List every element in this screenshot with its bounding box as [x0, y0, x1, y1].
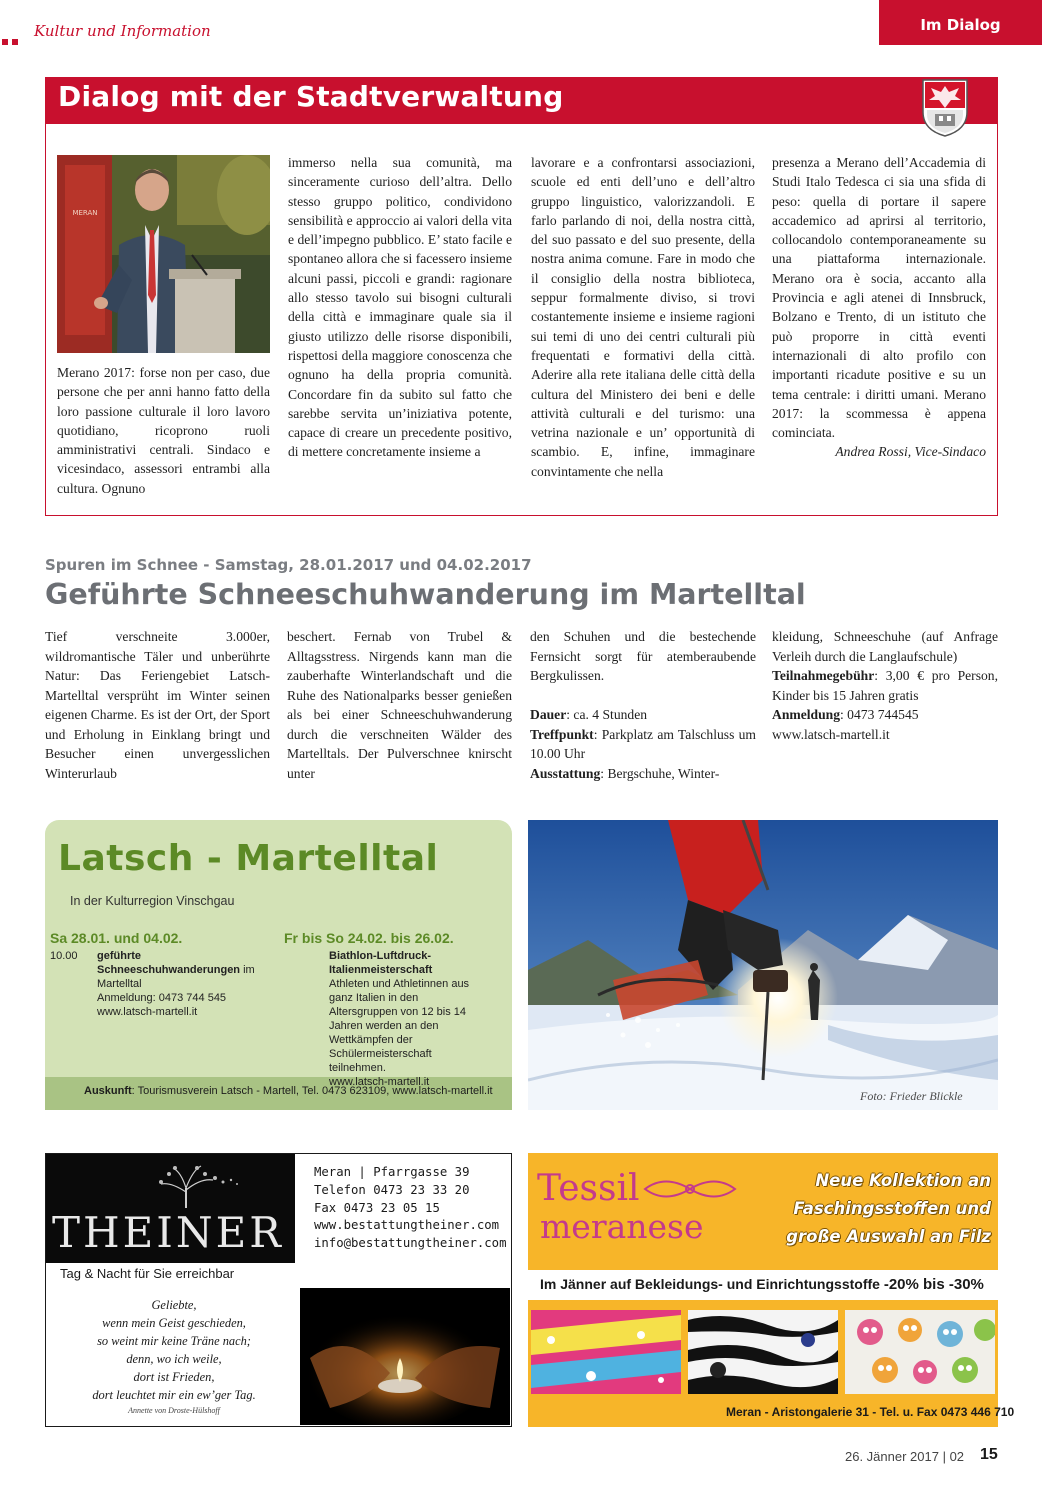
tessil-headline-line: große Auswahl an Filz	[786, 1227, 991, 1246]
event-1-title: geführte Schneeschuhwanderungen im Martelltal	[97, 950, 255, 990]
latsch-ad-info: Auskunft: Tourismusverein Latsch - Martell, Tel. 0473 623109, www.latsch-martell.it	[84, 1085, 493, 1097]
dialog-column-3: lavorare e a confrontarsi associazioni, scuole ed enti dell’uno e dell’altro gruppo linguistico, valorizzandoli. E farlo parlando di noi, della nostra città, del suo passato e del suo presente, della nostra anima comune. Fare in modo che il consiglio della nostra biblioteca, seppur formalmente diviso, si trovi costantemente insieme e insieme ragioni sui temi di uno dei centri culturali più frequentati e formativi della città. Aderire alla rete italiana delle città della cultura del Ministero dei beni e delle attività culturali e del turismo: una vetrina nazionale e un’ opportunità di scambio. E, infine, immaginare convintamente che nella	[531, 155, 755, 479]
issue-date: 26. Jänner 2017 | 02	[845, 1449, 965, 1464]
article-website[interactable]: www.latsch-martell.it	[772, 726, 890, 742]
article-column-4	[772, 627, 998, 744]
article-equipment: Ausstattung: Bergschuhe, Winter-	[530, 765, 720, 781]
theiner-tagline: Tag & Nacht für Sie erreichbar	[60, 1266, 235, 1281]
poem-line: dort leuchtet mir ein ew’ger Tag.	[92, 1387, 256, 1402]
fabric-sample-1	[531, 1310, 681, 1394]
theiner-contact	[314, 1164, 507, 1253]
theiner-email[interactable]: info@bestattungtheiner.com	[314, 1236, 507, 1251]
poem-line: denn, wo ich weile,	[126, 1351, 222, 1366]
theiner-fax: Fax 0473 23 05 15	[314, 1200, 440, 1215]
theiner-logo-text: THEINER	[52, 1208, 284, 1257]
event-2-details	[329, 949, 479, 1089]
theiner-address: Meran | Pfarrgasse 39	[314, 1165, 470, 1179]
tree-icon	[131, 1160, 241, 1210]
tessil-headline	[755, 1167, 991, 1251]
tessil-headline-line: Neue Kollektion an	[815, 1171, 991, 1190]
candle-photo	[300, 1288, 510, 1425]
latsch-ad-title: Latsch - Martelltal	[58, 838, 439, 879]
tessil-discount-text: Im Jänner auf Bekleidungs- und Einrichtungsstoffe -20% bis -30%	[540, 1276, 984, 1293]
article-column-3	[530, 627, 756, 783]
article-headline: Geführte Schneeschuhwanderung im Martelltal	[45, 578, 806, 611]
dialog-title: Dialog mit der Stadtverwaltung	[58, 80, 564, 113]
article-column-2: beschert. Fernab von Trubel & Alltagsstress. Nirgends kann man die zauberhafte Winterlandschaft und die Ruhe des Nationalparks besser genießen als bei einer Schneeschuhwanderung durch die verschneiten Wälder des Martelltals. Der Pulverschnee knirscht unter	[287, 629, 512, 781]
article-fee: Teilnahmegebühr: 3,00 € pro Person, Kinder bis 15 Jahren gratis	[772, 668, 998, 703]
event-1-date: Sa 28.01. und 04.02.	[50, 930, 183, 946]
event-2-web[interactable]: www.latsch-martell.it	[329, 1076, 430, 1088]
article-kicker: Spuren im Schnee - Samstag, 28.01.2017 und 04.02.2017	[45, 556, 532, 574]
header-decoration	[2, 32, 30, 40]
dialog-signature: Andrea Rossi, Vice-Sindaco	[835, 444, 986, 460]
fabric-sample-2	[688, 1310, 838, 1394]
poem-line: wenn mein Geist geschieden,	[102, 1315, 246, 1330]
latsch-ad-subtitle: In der Kulturregion Vinschgau	[70, 894, 235, 908]
article-column-1: Tief verschneite 3.000er, wildromantische Täler und unberührte Natur: Das Feriengebiet Latsch-Martelltal versprüht im Winter seinen eigenen Charme. Es ist der Ort, der Sport und Erholung in Einklang bringt und Besucher einen unvergesslichen Winterurlaub	[45, 629, 270, 781]
fabric-sample-3	[845, 1310, 995, 1394]
tessil-logo-line-2: meranese	[540, 1207, 704, 1246]
tessil-address: Meran - Aristongalerie 31 - Tel. u. Fax 0473 446 710	[726, 1405, 1015, 1419]
event-1-details	[97, 949, 272, 1019]
event-2-text: Athleten und Athletinnen aus ganz Italien in den Altersgruppen von 12 bis 14 Jahren werden an den Wettkämpfen der Schülermeisterschaft teilnehmen.	[329, 978, 470, 1074]
event-2-date: Fr bis So 24.02. bis 26.02.	[284, 930, 454, 946]
poem-line: so weint mir keine Träne nach;	[97, 1333, 251, 1348]
article-registration: Anmeldung: 0473 744545	[772, 707, 919, 722]
poem-author: Annette von Droste-Hülshoff	[128, 1406, 220, 1415]
dialog-column-1: Merano 2017: forse non per caso, due persone che per anni hanno fatto della loro passione culturale il loro lavoro quotidiano, ricoprono ruoli amministrativi centrali. Sindaco e vicesindaco, assessori entrambi alla cultura. Ognuno	[57, 365, 270, 496]
poem	[56, 1297, 292, 1404]
svg-text:MERAN: MERAN	[72, 209, 98, 217]
coat-of-arms-icon	[921, 78, 969, 138]
poem-line: dort ist Frieden,	[133, 1369, 215, 1384]
dialog-column-4-text: presenza a Merano dell’Accademia di Studi Italo Tedesca ci sia una sfida di peso: quella di portare il sapere accademico ad aprirsi al territorio, collocandolo contemporaneamente su una piattaforma internazionale. Merano ora è socia, accanto alla Provincia e agli atenei di Innsbruck, Bolzano e Trento, di un istituto che può proporre in città eventi internazionali di alto profilo con importanti ricadute positive e su un tema centrale: i diritti umani. Merano 2017: la scommessa è appena cominciata.	[772, 155, 986, 441]
theiner-website[interactable]: www.bestattungtheiner.com	[314, 1218, 500, 1233]
section-title: Kultur und Information	[34, 22, 211, 40]
event-2-title: Biathlon-Luftdruck-Italienmeisterschaft	[329, 950, 433, 976]
tessil-logo-line-1: Tessil	[537, 1168, 640, 1209]
event-1-time: 10.00	[50, 950, 78, 962]
dialog-column-4	[772, 153, 986, 462]
poem-line: Geliebte,	[151, 1298, 197, 1312]
article-meeting-point: Treffpunkt: Parkplatz am Talschluss um 10.00 Uhr	[530, 726, 756, 761]
article-column-3-text: den Schuhen und die bestechende Fernsicht sorgt für atemberaubende Bergkulissen.	[530, 629, 756, 683]
article-duration: Dauer: ca. 4 Stunden	[530, 707, 648, 722]
theiner-phone: Telefon 0473 23 33 20	[314, 1182, 470, 1197]
section-tab: Im Dialog	[879, 0, 1042, 45]
event-1-web[interactable]: www.latsch-martell.it	[97, 1006, 198, 1018]
tessil-headline-line: Faschingsstoffen und	[793, 1199, 991, 1218]
ornament-icon	[640, 1172, 740, 1206]
dialog-column-2: immerso nella sua comunità, ma sinceramente curioso dell’altra. Dello stesso gruppo politico, condividono sensibilità e approccio ai valori della vita e dell’impegno pubblico. E’ stato facile e spontaneo allora che si facessero insieme alcuni passi, piccoli e grandi: ragionare allo stesso tavolo sui bisogni culturali della città e immaginare quale sia il giusto utilizzo delle risorse disponibili, rispettosi della maggiore conoscenza che ognuno ha della propria comunità. Concordare fin da subito sul fatto che sarebbe servita un’iniziativa potente, capace di creare un precedente positivo, di mettere concretamente insieme a	[288, 155, 512, 460]
photo-credit: Foto: Frieder Blickle	[860, 1089, 963, 1103]
article-column-4-text: kleidung, Schneeschuhe (auf Anfrage Verleih durch die Langlaufschule)	[772, 629, 998, 664]
page-number: 15	[980, 1446, 998, 1463]
snowshoe-photo	[528, 820, 998, 1110]
speaker-photo	[57, 155, 270, 353]
event-1-contact: Anmeldung: 0473 744 545	[97, 992, 227, 1004]
